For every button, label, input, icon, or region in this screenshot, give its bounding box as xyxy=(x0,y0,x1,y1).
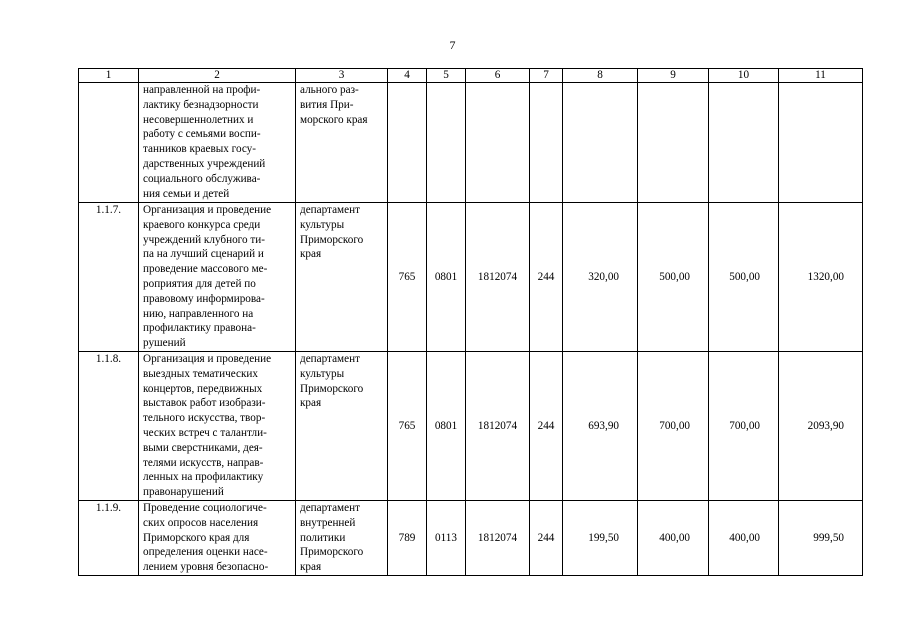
event-description: Организация и проведение краевого конкурса среди учреждений клубного ти- па на лучший сценарий и проведение массового ме- роприятия для детей по правовому информирова- нию, направленного на профилактику правона- рушений xyxy=(139,203,296,352)
executor: департамент культуры Приморского края xyxy=(296,203,388,352)
cell-year1: 199,50 xyxy=(563,501,638,576)
executor: ального раз- вития При- морского края xyxy=(296,83,388,203)
header-cell: 6 xyxy=(466,69,530,83)
event-description: направленной на профи- лактику безнадзорности несовершеннолетних и работу с семьями воспи- танников краевых госу- дарственных учреждений социального обслужива- ния семьи и детей xyxy=(139,83,296,203)
cell-section-code: 0801 xyxy=(427,352,466,501)
cell-year3: 700,00 xyxy=(709,352,779,501)
cell-year3: 500,00 xyxy=(709,203,779,352)
cell-total: 2093,90 xyxy=(779,352,863,501)
cell-section-code: 0113 xyxy=(427,501,466,576)
table-row xyxy=(79,83,863,203)
item-number: 1.1.9. xyxy=(79,501,139,576)
item-number: 1.1.8. xyxy=(79,352,139,501)
cell-target-code xyxy=(466,83,530,203)
executor: департамент внутренней политики Приморского края xyxy=(296,501,388,576)
cell-ministry-code: 765 xyxy=(388,203,427,352)
header-cell: 10 xyxy=(709,69,779,83)
header-cell: 8 xyxy=(563,69,638,83)
cell-target-code: 1812074 xyxy=(466,203,530,352)
cell-year3: 400,00 xyxy=(709,501,779,576)
cell-ministry-code: 765 xyxy=(388,352,427,501)
cell-year3 xyxy=(709,83,779,203)
cell-year1: 693,90 xyxy=(563,352,638,501)
header-cell: 2 xyxy=(139,69,296,83)
page-number: 7 xyxy=(449,38,456,52)
event-description: Проведение социологиче- ских опросов населения Приморского края для определения оценки насе- лением уровня безопасно- xyxy=(139,501,296,576)
cell-expense-type: 244 xyxy=(530,501,563,576)
cell-expense-type xyxy=(530,83,563,203)
cell-total xyxy=(779,83,863,203)
cell-year2: 700,00 xyxy=(638,352,709,501)
cell-year1 xyxy=(563,83,638,203)
cell-year1: 320,00 xyxy=(563,203,638,352)
cell-target-code: 1812074 xyxy=(466,352,530,501)
header-cell: 4 xyxy=(388,69,427,83)
item-number xyxy=(79,83,139,203)
cell-ministry-code: 789 xyxy=(388,501,427,576)
cell-year2 xyxy=(638,83,709,203)
cell-section-code xyxy=(427,83,466,203)
header-cell: 11 xyxy=(779,69,863,83)
table-row xyxy=(79,352,863,501)
cell-ministry-code xyxy=(388,83,427,203)
executor: департамент культуры Приморского края xyxy=(296,352,388,501)
cell-total: 999,50 xyxy=(779,501,863,576)
cell-year2: 500,00 xyxy=(638,203,709,352)
item-number: 1.1.7. xyxy=(79,203,139,352)
cell-target-code: 1812074 xyxy=(466,501,530,576)
cell-year2: 400,00 xyxy=(638,501,709,576)
header-cell: 5 xyxy=(427,69,466,83)
table-row xyxy=(79,501,863,576)
header-cell: 7 xyxy=(530,69,563,83)
header-cell: 3 xyxy=(296,69,388,83)
table-row xyxy=(79,203,863,352)
header-cell: 1 xyxy=(79,69,139,83)
header-row xyxy=(79,69,863,83)
header-cell: 9 xyxy=(638,69,709,83)
event-description: Организация и проведение выездных тематических концертов, передвижных выставок работ изобрази- тельного искусства, твор- ческих встреч с талантли- выми сверстниками, дея- телями искусств, направ- ленных на профилактику правонарушений xyxy=(139,352,296,501)
cell-expense-type: 244 xyxy=(530,352,563,501)
cell-total: 1320,00 xyxy=(779,203,863,352)
cell-expense-type: 244 xyxy=(530,203,563,352)
budget-table xyxy=(78,68,863,576)
cell-section-code: 0801 xyxy=(427,203,466,352)
